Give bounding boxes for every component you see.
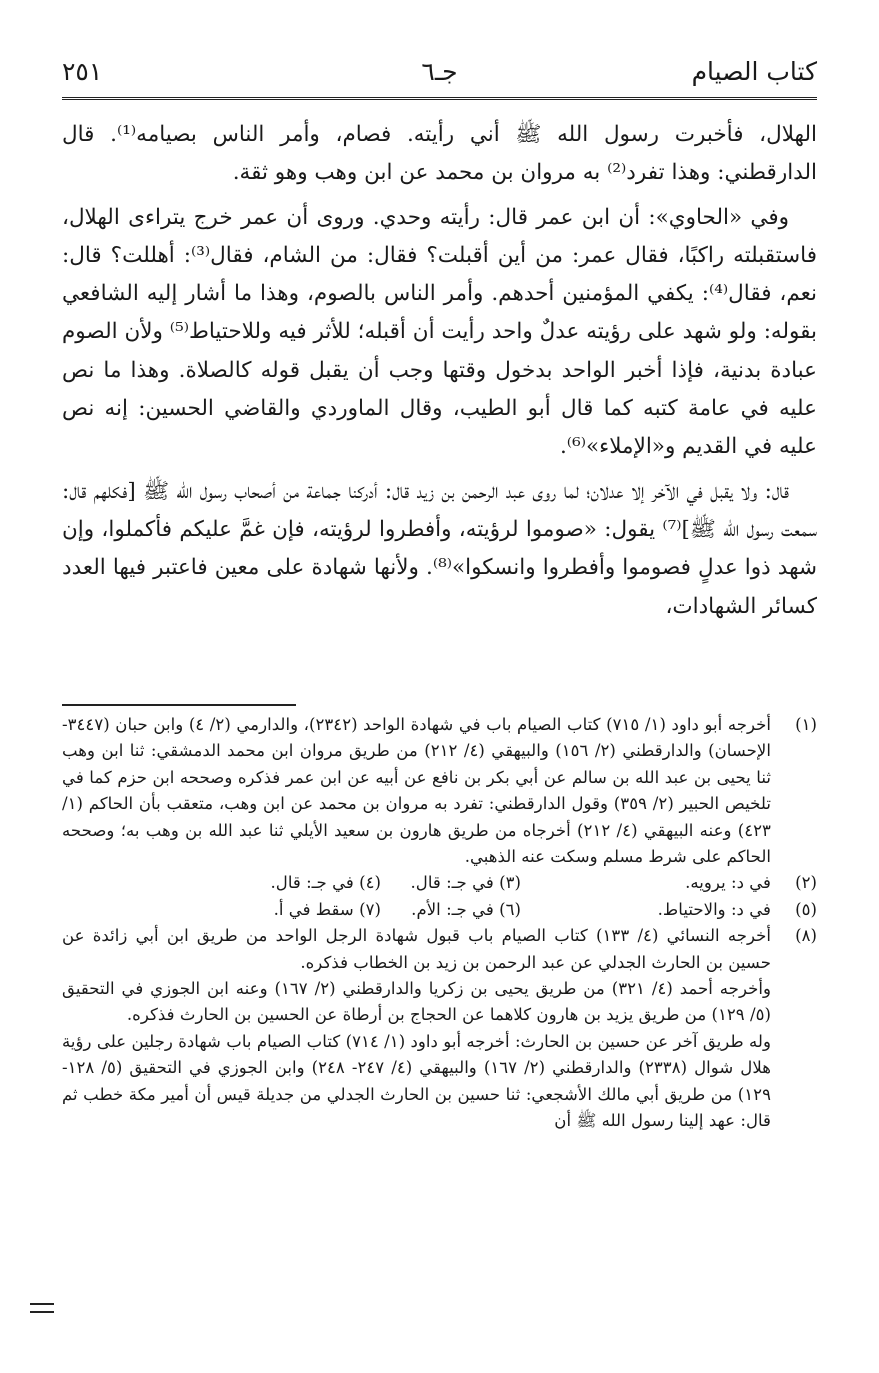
footnote-separator (62, 704, 296, 706)
footnote-8-continuation-1: وأخرجه أحمد (٤/ ٣٢١) من طريق يحيى بن زكريا والدارقطني (٢/ ١٦٧) وعنه ابن الجوزي في التحقيق (٥/ ١٢٩) من طريق يزيد بن هارون كلاهما عن الحجاج بن أرطاة عن الحسين بن الحارث فذكره. (62, 979, 771, 1025)
running-header (62, 52, 817, 92)
main-text (62, 116, 817, 632)
footnote-text: أخرجه أبو داود (١/ ٧١٥) كتاب الصيام باب في شهادة الواحد (٢٣٤٢)، والدارمي (٢/ ٤) وابن حبان (٣٤٤٧- الإحسان) والدارقطني (٢/ ١٥٦) والبيهقي (٤/ ٢١٢) من طريق مروان ابن محمد الدمشقي: ثنا ابن وهب ثنا يحيى بن عبد الله بن سالم عن أبي بكر بن نافع عن أبيه عن ابن عمر فذكره وصححه ابن حزم كما في تلخيص الحبير (٢/ ٣٥٩) وقول الدارقطني: تفرد به مروان بن محمد عن ابن وهب، متعقب بأن الحاكم (١/ ٤٢٣) وعنه البيهقي (٤/ ٢١٢) أخرجاه من طريق هارون بن سعيد الأيلي ثنا عبد الله بن وهب به؛ وصححه الحاكم على شرط مسلم وسكت عنه الذهبي. (62, 715, 772, 867)
footnote-text: في جـ: قال. (410, 873, 494, 893)
footnote-1 (62, 712, 817, 870)
footnote-number: (٥) (795, 899, 817, 919)
footnote-number: (٨) (795, 926, 817, 946)
paragraph-1: الهلال، فأخبرت رسول الله ﷺ أني رأيته. فصام، وأمر الناس بصيامه⁽¹⁾. قال الدارقطني: وهذا تفرد⁽²⁾ به مروان بن محمد عن ابن وهب وهو ثقة. (62, 122, 817, 186)
footnotes (62, 712, 817, 1135)
footnotes-row-2-4 (62, 870, 817, 896)
footnote-number: (٣) (499, 873, 521, 893)
footnote-text: في جـ: الأم. (411, 899, 494, 919)
footnote-text: سقط في أ. (273, 899, 354, 919)
footnote-2-text: في د: يرويه. (685, 873, 771, 893)
footnote-number: (١) (795, 715, 817, 734)
footnote-number: (٧) (359, 899, 381, 919)
volume-label: جـ٦ (421, 57, 458, 86)
footnote-3 (381, 870, 521, 896)
footnote-8 (62, 923, 817, 976)
paragraph-3: قال: ولا يقبل في الآخر إلا عدلان؛ لما روى عبد الرحمن بن زيد قال: أدركنا جماعة من أصحاب رسول الله ﷺ [فكلهم قال: سمعت رسول الله ﷺ]⁽⁷⁾ يقول: «صوموا لرؤيته، وأفطروا لرؤيته، فإن غمَّ عليكم فأكملوا، وإن شهد ذوا عدلٍ فصوموا وأفطروا وانسكوا»⁽⁸⁾. ولأنها شهادة على معين فاعتبر فيها العدد كسائر الشهادات، (62, 478, 817, 619)
footnote-4 (231, 870, 381, 896)
footnote-5-text: في د: والاحتياط. (657, 899, 771, 919)
footnote-6 (381, 897, 521, 923)
footnotes-row-5-7 (62, 897, 817, 923)
header-rule (62, 97, 817, 100)
footnote-7 (231, 897, 381, 923)
footnote-number: (٦) (499, 899, 521, 919)
page-number: ٢٥١ (62, 57, 103, 86)
footnote-8-continuation-2: وله طريق آخر عن حسين بن الحارث: أخرجه أبو داود (١/ ٧١٤) كتاب الصيام باب شهادة رجلين على رؤية هلال شوال (٢٣٣٨) والدارقطني (٢/ ١٦٧) والبيهقي (٤/ ٢٤٧- ٢٤٨) وابن الجوزي في التحقيق (٥/ ١٢٨- ١٢٩) من طريق أبي مالك الأشجعي: ثنا حسين بن الحارث الجدلي من جديلة قيس أن أمير مكة خطب ثم قال: عهد إلينا رسول الله ﷺ أن (62, 1031, 771, 1131)
footnote-number: (٤) (359, 873, 381, 893)
paragraph-2: وفي «الحاوي»: أن ابن عمر قال: رأيته وحدي. وروى أن عمر خرج يتراءى الهلال، فاستقبلته راكبًا، فقال عمر: من أين أقبلت؟ فقال: من الشام، فقال⁽³⁾: أهللت؟ قال: نعم، فقال⁽⁴⁾: يكفي المؤمنين أحدهم. وأمر الناس بالصوم، وهذا ما أشار إليه الشافعي بقوله: ولو شهد على رؤيته عدلٌ واحد رأيت أن أقبله؛ للأثر فيه وللاحتياط⁽⁵⁾ ولأن الصوم عبادة بدنية، فإذا أخبر الواحد بدخول وقتها وجب أن يقبل قوله كالصلاة. وهذا ما نص عليه في عامة كتبه كما قال أبو الطيب، وقال الماوردي والقاضي الحسين: إنه نص عليه في القديم و«الإملاء»⁽⁶⁾. (62, 204, 818, 460)
book-title: كتاب الصيام (691, 57, 817, 86)
continuation-mark (30, 1303, 54, 1313)
footnote-text: في جـ: قال. (270, 873, 354, 893)
footnote-text: أخرجه النسائي (٤/ ١٣٣) كتاب الصيام باب قبول شهادة الرجل الواحد من طريق ابن أبي زائدة عن حسين بن الحارث الجدلي عن عبد الرحمن بن زيد بن الخطاب فذكره. (62, 926, 771, 972)
footnote-number: (٢) (795, 873, 817, 893)
